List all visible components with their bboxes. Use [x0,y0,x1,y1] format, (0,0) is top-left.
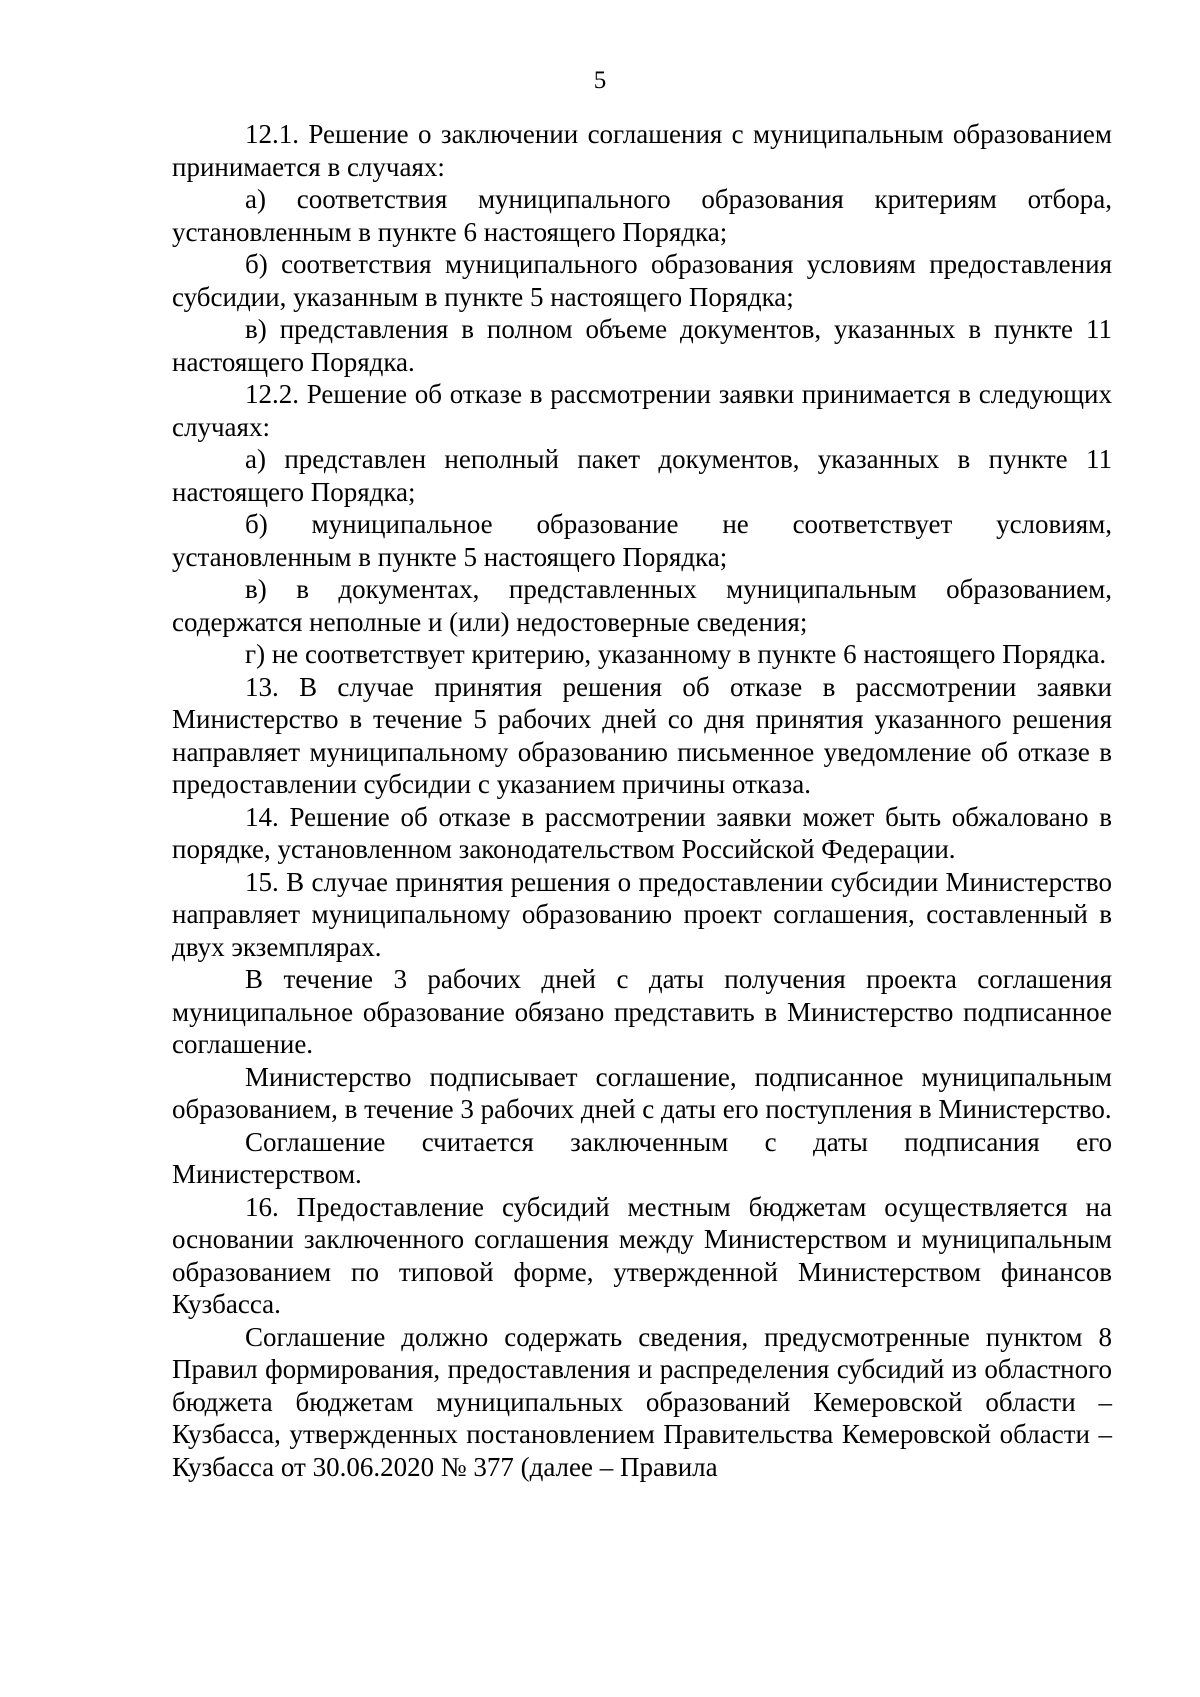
paragraph-12-2-a: а) представлен неполный пакет документов, указанных в пункте 11 настоящего Порядка; [172,444,1112,507]
paragraph-14: 14. Решение об отказе в рассмотрении заявки может быть обжаловано в порядке, установленном законодательством Российской Федерации. [172,801,1112,864]
paragraph-16: 16. Предоставление субсидий местным бюджетам осуществляется на основании заключенного соглашения между Министерством и муниципальным образованием по типовой форме, утвержденной Министерством финансов Кузбасса. [172,1191,1112,1319]
page-number: 5 [593,67,607,94]
paragraph-12-2: 12.2. Решение об отказе в рассмотрении заявки принимается в следующих случаях: [172,379,1112,442]
paragraph-16-agreement-content: Соглашение должно содержать сведения, предусмотренные пунктом 8 Правил формирования, предоставления и распределения субсидий из областного бюджета бюджетам муниципальных образований Кемеровской области – Кузбасса, утвержденных постановлением Правительства Кемеровской области – Кузбасса от 30.06.2020 № 377 (далее – Правила [172,1321,1112,1482]
paragraph-12-2-g: г) не соответствует критерию, указанному в пункте 6 настоящего Порядка. [245,639,1107,669]
paragraph-13: 13. В случае принятия решения об отказе в рассмотрении заявки Министерство в течение 5 рабочих дней со дня принятия указанного решения направляет муниципальному образованию письменное уведомление об отказе в предоставлении субсидии с указанием причины отказа. [172,671,1112,799]
paragraph-12-1: 12.1. Решение о заключении соглашения с муниципальным образованием принимается в случаях: [172,119,1112,182]
paragraph-15-submission: В течение 3 рабочих дней с даты получения проекта соглашения муниципальное образование обязано представить в Министерство подписанное соглашение. [172,964,1112,1059]
paragraph-12-2-v: в) в документах, представленных муниципальным образованием, содержатся неполные и (или) недостоверные сведения; [172,574,1112,637]
paragraph-15-concluded: Соглашение считается заключенным с даты подписания его Министерством. [172,1126,1112,1189]
paragraph-12-2-b: б) муниципальное образование не соответствует условиям, установленным в пункте 5 настоящего Порядка; [172,509,1112,572]
paragraph-12-1-b: б) соответствия муниципального образования условиям предоставления субсидии, указанным в пункте 5 настоящего Порядка; [172,249,1112,312]
paragraph-15: 15. В случае принятия решения о предоставлении субсидии Министерство направляет муниципальному образованию проект соглашения, составленный в двух экземплярах. [172,866,1112,962]
document-body [172,118,1112,1483]
paragraph-12-1-a: а) соответствия муниципального образования критериям отбора, установленным в пункте 6 настоящего Порядка; [172,184,1112,247]
paragraph-12-1-v: в) представления в полном объеме документов, указанных в пункте 11 настоящего Порядка. [172,314,1112,377]
paragraph-15-signing: Министерство подписывает соглашение, подписанное муниципальным образованием, в течение 3 рабочих дней с даты его поступления в Министерство. [172,1061,1112,1124]
